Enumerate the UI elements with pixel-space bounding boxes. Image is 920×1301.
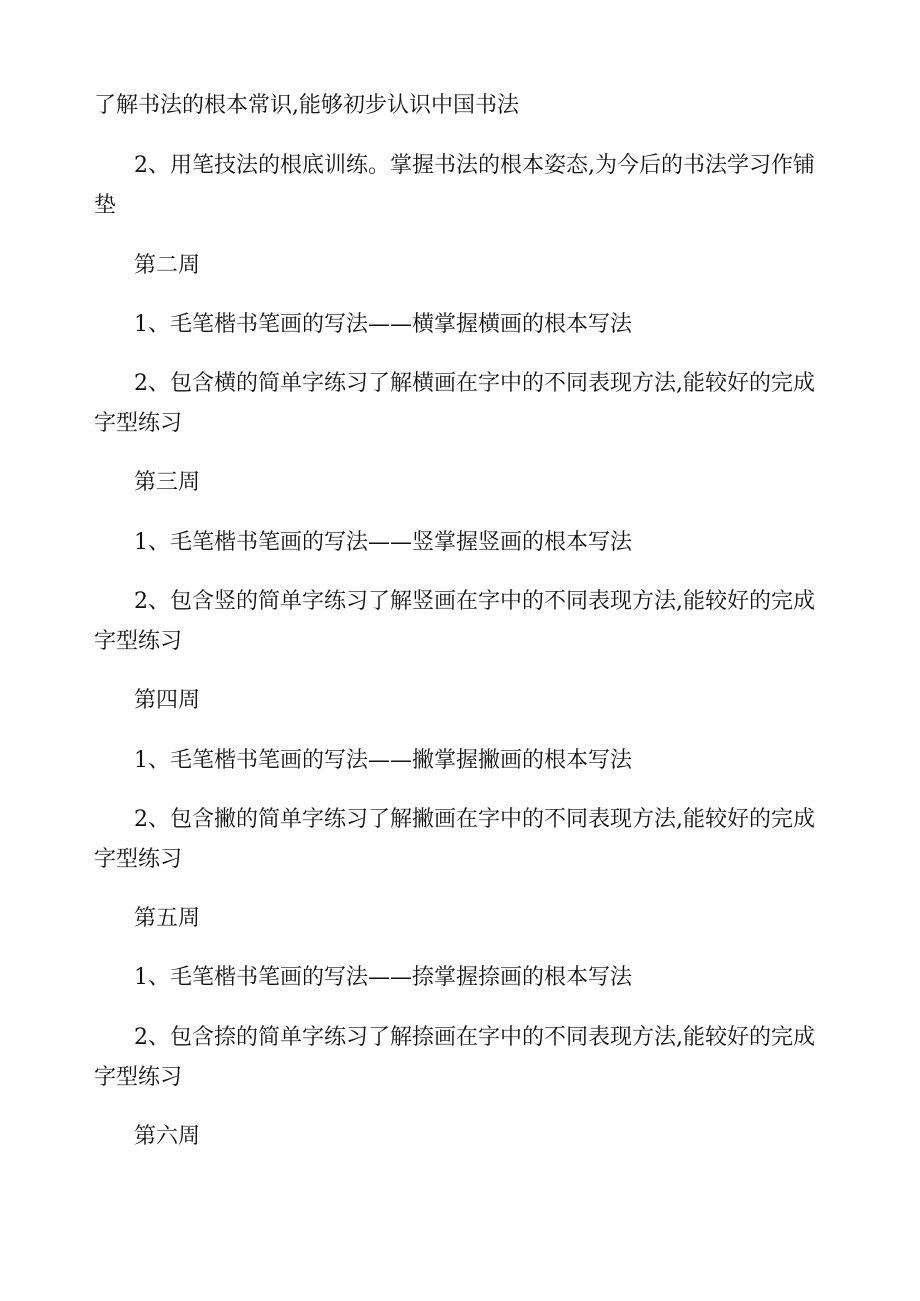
week4-item-1: 1、毛笔楷书笔画的写法——撇掌握撇画的根本写法 [134, 748, 632, 773]
week-heading-4: 第四周 [134, 688, 201, 713]
week2-item-2: 2、包含横的简单字练习了解横画在字中的不同表现方法,能较好的完成字型练习 [94, 371, 815, 436]
week-heading-3: 第三周 [134, 470, 201, 495]
week5-item-1: 1、毛笔楷书笔画的写法——捺掌握捺画的根本写法 [134, 965, 632, 990]
week3-item-2: 2、包含竖的简单字练习了解竖画在字中的不同表现方法,能较好的完成字型练习 [94, 589, 815, 654]
week4-item-2: 2、包含撇的简单字练习了解撇画在字中的不同表现方法,能较好的完成字型练习 [94, 807, 815, 872]
intro-continuation-text: 了解书法的根本常识,能够初步认识中国书法 [94, 93, 519, 118]
week1-item-2: 2、用笔技法的根底训练。掌握书法的根本姿态,为今后的书法学习作铺垫 [94, 153, 815, 218]
week-heading-6: 第六周 [134, 1124, 201, 1149]
week2-item-1: 1、毛笔楷书笔画的写法——横掌握横画的根本写法 [134, 312, 632, 337]
week5-item-2: 2、包含捺的简单字练习了解捺画在字中的不同表现方法,能较好的完成字型练习 [94, 1025, 815, 1090]
week-heading-2: 第二周 [134, 253, 201, 278]
week3-item-1: 1、毛笔楷书笔画的写法——竖掌握竖画的根本写法 [134, 530, 632, 555]
week-heading-5: 第五周 [134, 906, 201, 931]
